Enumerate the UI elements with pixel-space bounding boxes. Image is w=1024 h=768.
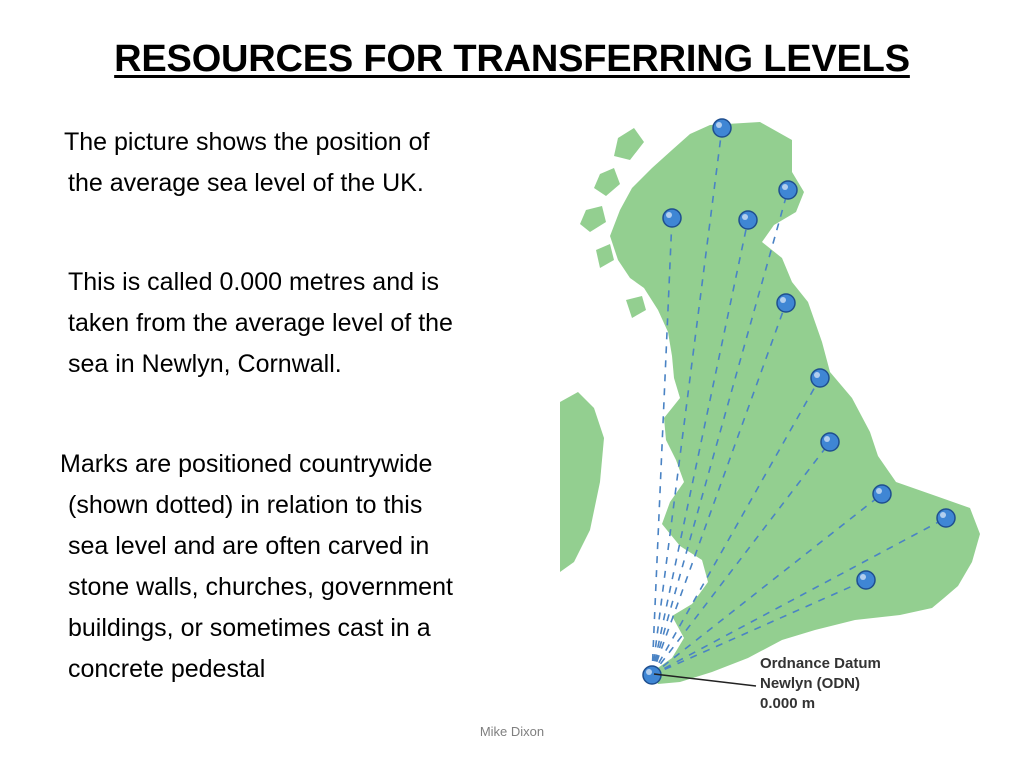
text-line: sea level and are often carved in xyxy=(68,532,430,560)
benchmark-marker xyxy=(937,509,955,527)
text-line: The picture shows the position of xyxy=(64,128,430,156)
datum-label-line: Newlyn (ODN) xyxy=(760,675,861,692)
marker-highlight xyxy=(742,214,748,220)
datum-label-line: Ordnance Datum xyxy=(760,655,881,672)
text-line: stone walls, churches, government xyxy=(68,573,453,601)
marker-highlight xyxy=(876,488,882,494)
uk-land-mass xyxy=(560,122,980,684)
text-line: taken from the average level of the xyxy=(68,309,453,337)
uk-levelling-map xyxy=(560,110,1000,720)
island-shape xyxy=(614,128,644,160)
benchmark-marker xyxy=(713,119,731,137)
island-shape xyxy=(580,206,606,232)
benchmark-marker xyxy=(873,485,891,503)
marker-highlight xyxy=(780,297,786,303)
intro-paragraph xyxy=(64,122,429,204)
text-line: concrete pedestal xyxy=(68,655,266,683)
datum-paragraph xyxy=(68,262,453,385)
benchmark-marker xyxy=(739,211,757,229)
slide-title: RESOURCES FOR TRANSFERRING LEVELS xyxy=(114,38,910,80)
benchmark-marker xyxy=(811,369,829,387)
island-shape xyxy=(626,296,646,318)
marker-highlight xyxy=(814,372,820,378)
text-line: sea in Newlyn, Cornwall. xyxy=(68,350,342,378)
island-shape xyxy=(596,244,614,268)
text-line: This is called 0.000 metres and is xyxy=(68,268,440,296)
text-line: (shown dotted) in relation to this xyxy=(68,491,423,519)
marker-highlight xyxy=(824,436,830,442)
text-line: the average sea level of the UK. xyxy=(68,169,424,197)
benchmark-marker xyxy=(779,181,797,199)
ireland-fragment xyxy=(560,392,604,572)
marker-highlight xyxy=(666,212,672,218)
benchmark-marker xyxy=(663,209,681,227)
benchmark-marker xyxy=(857,571,875,589)
marker-highlight xyxy=(646,669,652,675)
marker-highlight xyxy=(716,122,722,128)
marks-paragraph xyxy=(60,444,453,690)
island-shape xyxy=(594,168,620,196)
marker-highlight xyxy=(782,184,788,190)
benchmark-marker xyxy=(777,294,795,312)
benchmark-marker xyxy=(821,433,839,451)
datum-label-line: 0.000 m xyxy=(760,695,816,712)
marker-highlight xyxy=(860,574,866,580)
text-line: buildings, or sometimes cast in a xyxy=(68,614,431,642)
great-britain-outline xyxy=(610,122,980,684)
text-line: Marks are positioned countrywide xyxy=(60,450,433,478)
marker-highlight xyxy=(940,512,946,518)
author-footer: Mike Dixon xyxy=(479,724,545,739)
